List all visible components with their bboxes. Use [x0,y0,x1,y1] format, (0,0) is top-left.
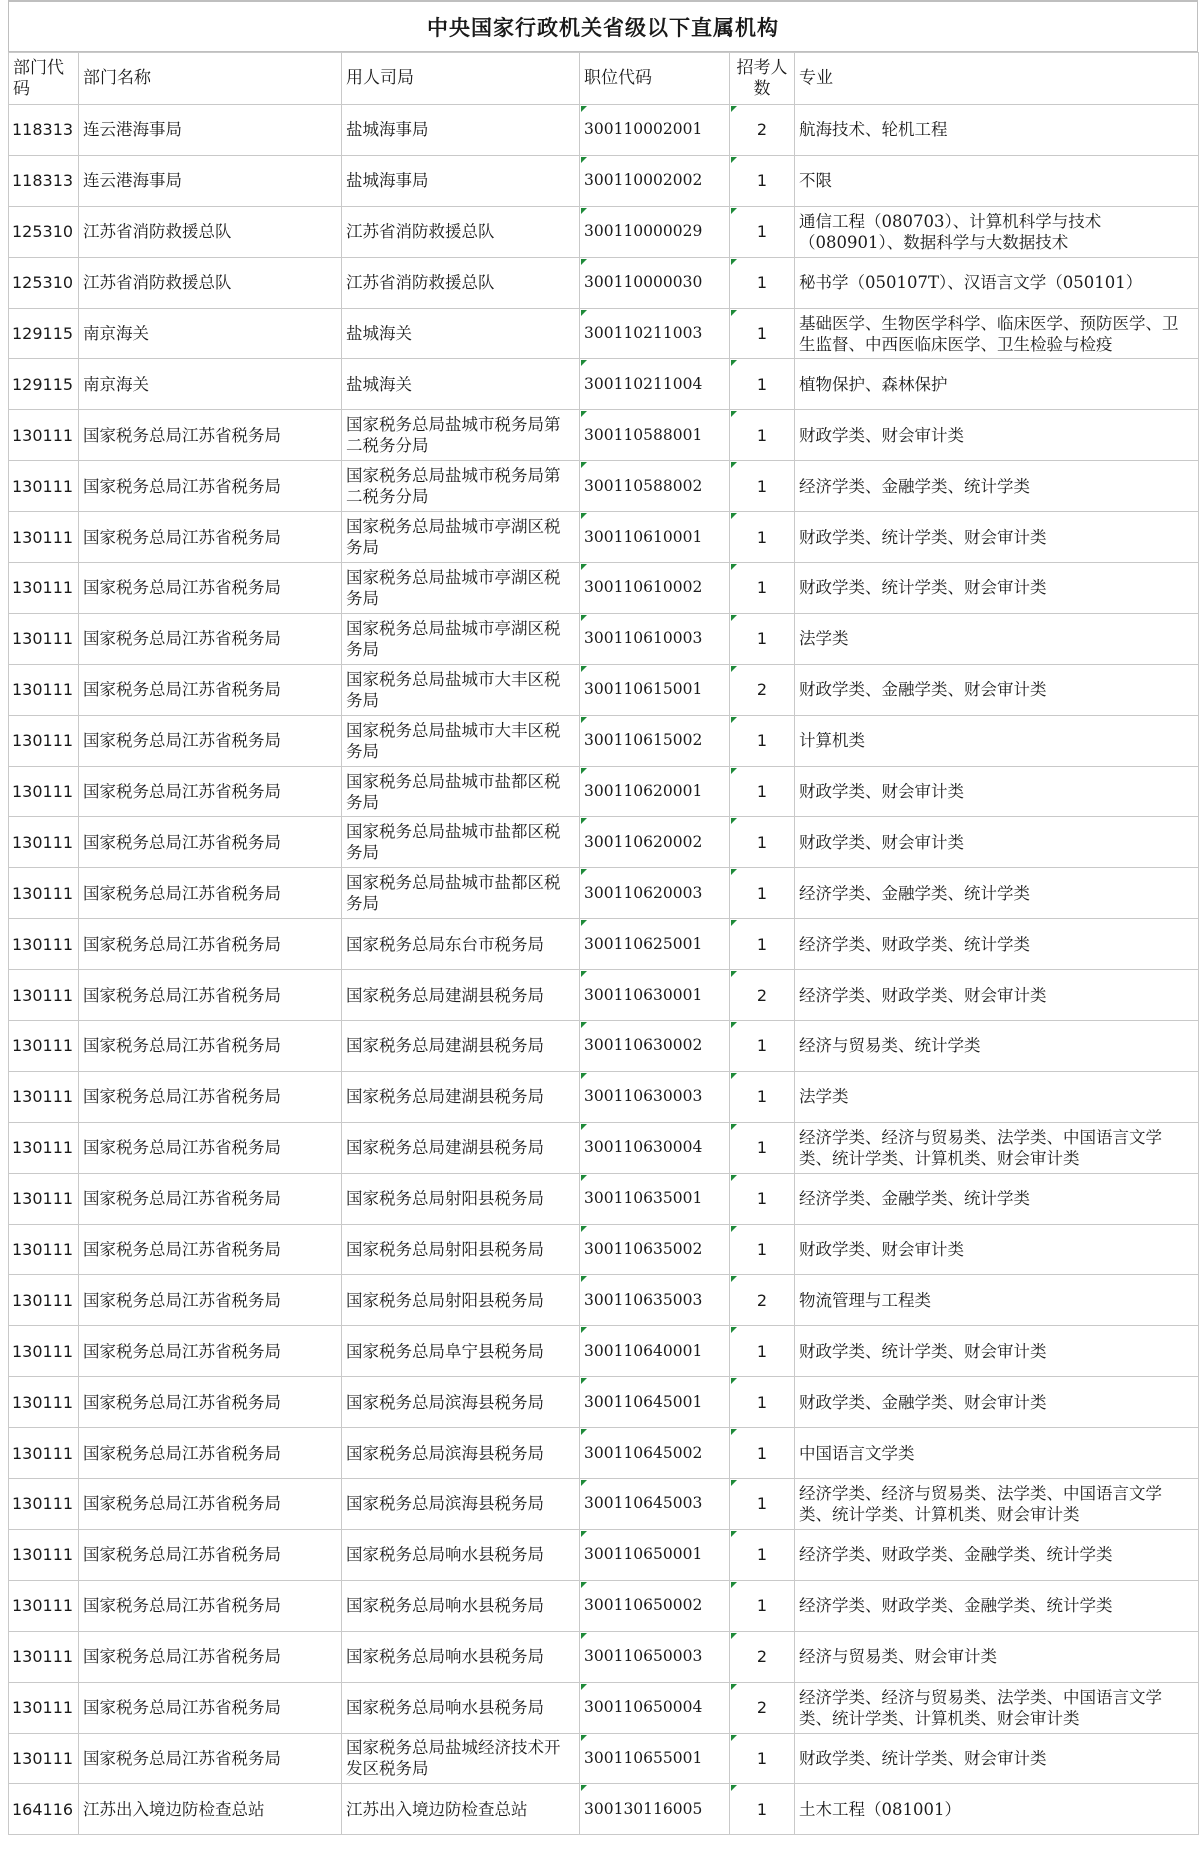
cell-hiring-bureau: 盐城海事局 [342,105,580,156]
cell-position-code: 300110002002 [580,155,730,206]
cell-hiring-bureau: 江苏省消防救援总队 [342,257,580,308]
cell-headcount: 2 [730,970,795,1021]
cell-position-code: 300110635003 [580,1275,730,1326]
cell-hiring-bureau: 盐城海事局 [342,155,580,206]
cell-hiring-bureau: 江苏出入境边防检查总站 [342,1784,580,1835]
sheet-title: 中央国家行政机关省级以下直属机构 [427,15,779,40]
cell-position-code: 300110650004 [580,1682,730,1733]
cell-hiring-bureau: 国家税务总局盐城市盐都区税务局 [342,766,580,817]
table-row [9,919,1199,970]
cell-position-code: 300110635001 [580,1173,730,1224]
cell-position-code: 300110650002 [580,1580,730,1631]
cell-position-code: 300110000030 [580,257,730,308]
table-row [9,817,1199,868]
cell-major: 物流管理与工程类 [795,1275,1199,1326]
table-row [9,563,1199,614]
cell-dept-name: 国家税务总局江苏省税务局 [79,1071,342,1122]
cell-dept-code: 164116 [9,1784,79,1835]
cell-hiring-bureau: 国家税务总局盐城市亭湖区税务局 [342,563,580,614]
cell-headcount: 2 [730,1275,795,1326]
cell-major: 计算机类 [795,715,1199,766]
cell-dept-code: 130111 [9,1377,79,1428]
positions-table [8,52,1199,1835]
cell-headcount: 1 [730,1428,795,1479]
header-headcount: 招考人数 [730,53,795,105]
table-row [9,1377,1199,1428]
cell-major: 通信工程（080703）、计算机科学与技术（080901）、数据科学与大数据技术 [795,206,1199,257]
cell-dept-name: 国家税务总局江苏省税务局 [79,1428,342,1479]
cell-headcount: 1 [730,308,795,359]
cell-major: 财政学类、统计学类、财会审计类 [795,1733,1199,1784]
cell-major: 经济学类、经济与贸易类、法学类、中国语言文学类、统计学类、计算机类、财会审计类 [795,1682,1199,1733]
cell-dept-name: 国家税务总局江苏省税务局 [79,1021,342,1072]
table-row [9,1784,1199,1835]
cell-headcount: 1 [730,1021,795,1072]
cell-major: 经济学类、经济与贸易类、法学类、中国语言文学类、统计学类、计算机类、财会审计类 [795,1479,1199,1530]
cell-dept-name: 国家税务总局江苏省税务局 [79,1224,342,1275]
cell-dept-code: 130111 [9,1071,79,1122]
cell-dept-name: 国家税务总局江苏省税务局 [79,1733,342,1784]
cell-dept-code: 130111 [9,563,79,614]
cell-dept-name: 国家税务总局江苏省税务局 [79,563,342,614]
cell-hiring-bureau: 国家税务总局盐城市税务局第二税务分局 [342,461,580,512]
cell-major: 财政学类、统计学类、财会审计类 [795,1326,1199,1377]
cell-headcount: 1 [730,868,795,919]
cell-headcount: 1 [730,766,795,817]
cell-hiring-bureau: 国家税务总局建湖县税务局 [342,1071,580,1122]
cell-dept-code: 130111 [9,1631,79,1682]
table-row [9,1122,1199,1173]
cell-dept-name: 国家税务总局江苏省税务局 [79,1580,342,1631]
cell-dept-code: 130111 [9,461,79,512]
cell-dept-code: 130111 [9,1173,79,1224]
cell-headcount: 1 [730,817,795,868]
cell-position-code: 300110000029 [580,206,730,257]
cell-dept-code: 118313 [9,105,79,156]
cell-dept-code: 130111 [9,1428,79,1479]
table-row [9,1529,1199,1580]
cell-major: 财政学类、财会审计类 [795,817,1199,868]
cell-hiring-bureau: 国家税务总局盐城市大丰区税务局 [342,664,580,715]
cell-dept-name: 国家税务总局江苏省税务局 [79,970,342,1021]
table-row [9,1580,1199,1631]
table-row [9,1021,1199,1072]
cell-hiring-bureau: 国家税务总局盐城市盐都区税务局 [342,868,580,919]
cell-dept-code: 130111 [9,919,79,970]
table-row [9,461,1199,512]
cell-dept-code: 130111 [9,1326,79,1377]
cell-position-code: 300110620001 [580,766,730,817]
cell-major: 经济学类、金融学类、统计学类 [795,461,1199,512]
cell-hiring-bureau: 国家税务总局盐城经济技术开发区税务局 [342,1733,580,1784]
table-row [9,359,1199,410]
cell-headcount: 2 [730,105,795,156]
cell-position-code: 300110625001 [580,919,730,970]
cell-position-code: 300110588002 [580,461,730,512]
table-row [9,1682,1199,1733]
cell-dept-name: 国家税务总局江苏省税务局 [79,1682,342,1733]
cell-major: 经济与贸易类、财会审计类 [795,1631,1199,1682]
table-row [9,664,1199,715]
cell-hiring-bureau: 国家税务总局响水县税务局 [342,1682,580,1733]
cell-headcount: 1 [730,919,795,970]
cell-hiring-bureau: 国家税务总局滨海县税务局 [342,1479,580,1530]
cell-dept-code: 129115 [9,308,79,359]
cell-dept-code: 130111 [9,715,79,766]
cell-dept-name: 南京海关 [79,359,342,410]
cell-dept-code: 130111 [9,766,79,817]
cell-dept-name: 国家税务总局江苏省税务局 [79,664,342,715]
cell-dept-name: 江苏省消防救援总队 [79,206,342,257]
cell-dept-code: 130111 [9,1122,79,1173]
cell-headcount: 1 [730,715,795,766]
cell-position-code: 300110620002 [580,817,730,868]
cell-hiring-bureau: 国家税务总局射阳县税务局 [342,1173,580,1224]
table-row [9,410,1199,461]
cell-dept-code: 130111 [9,1479,79,1530]
cell-headcount: 1 [730,1580,795,1631]
cell-major: 植物保护、森林保护 [795,359,1199,410]
cell-dept-code: 118313 [9,155,79,206]
cell-dept-code: 130111 [9,1224,79,1275]
table-body [9,105,1199,1835]
cell-headcount: 1 [730,1784,795,1835]
cell-hiring-bureau: 国家税务总局响水县税务局 [342,1631,580,1682]
cell-major: 法学类 [795,613,1199,664]
cell-position-code: 300110211004 [580,359,730,410]
cell-position-code: 300110655001 [580,1733,730,1784]
cell-major: 经济学类、金融学类、统计学类 [795,868,1199,919]
cell-position-code: 300110610001 [580,512,730,563]
cell-major: 经济学类、经济与贸易类、法学类、中国语言文学类、统计学类、计算机类、财会审计类 [795,1122,1199,1173]
table-row [9,105,1199,156]
cell-dept-code: 129115 [9,359,79,410]
cell-hiring-bureau: 国家税务总局盐城市盐都区税务局 [342,817,580,868]
cell-position-code: 300110650003 [580,1631,730,1682]
cell-position-code: 300110645002 [580,1428,730,1479]
cell-position-code: 300110610002 [580,563,730,614]
cell-hiring-bureau: 国家税务总局阜宁县税务局 [342,1326,580,1377]
cell-hiring-bureau: 国家税务总局盐城市大丰区税务局 [342,715,580,766]
table-row [9,715,1199,766]
cell-headcount: 1 [730,1173,795,1224]
cell-dept-name: 国家税务总局江苏省税务局 [79,1326,342,1377]
cell-dept-name: 国家税务总局江苏省税务局 [79,1275,342,1326]
cell-major: 财政学类、财会审计类 [795,1224,1199,1275]
cell-headcount: 2 [730,1682,795,1733]
cell-dept-name: 国家税务总局江苏省税务局 [79,1377,342,1428]
cell-major: 秘书学（050107T）、汉语言文学（050101） [795,257,1199,308]
cell-hiring-bureau: 国家税务总局建湖县税务局 [342,1122,580,1173]
table-row [9,1326,1199,1377]
cell-hiring-bureau: 盐城海关 [342,359,580,410]
cell-headcount: 1 [730,1733,795,1784]
cell-major: 经济学类、财政学类、金融学类、统计学类 [795,1529,1199,1580]
table-row [9,155,1199,206]
cell-dept-name: 国家税务总局江苏省税务局 [79,1631,342,1682]
cell-headcount: 1 [730,155,795,206]
cell-major: 财政学类、统计学类、财会审计类 [795,563,1199,614]
cell-dept-code: 125310 [9,206,79,257]
cell-dept-name: 江苏出入境边防检查总站 [79,1784,342,1835]
cell-headcount: 2 [730,664,795,715]
cell-hiring-bureau: 国家税务总局射阳县税务局 [342,1224,580,1275]
table-row [9,308,1199,359]
table-row [9,206,1199,257]
cell-dept-name: 国家税务总局江苏省税务局 [79,919,342,970]
cell-dept-name: 江苏省消防救援总队 [79,257,342,308]
cell-position-code: 300110002001 [580,105,730,156]
cell-major: 财政学类、财会审计类 [795,410,1199,461]
cell-hiring-bureau: 国家税务总局盐城市亭湖区税务局 [342,512,580,563]
cell-headcount: 1 [730,1122,795,1173]
cell-dept-name: 国家税务总局江苏省税务局 [79,461,342,512]
cell-major: 财政学类、金融学类、财会审计类 [795,664,1199,715]
table-row [9,1479,1199,1530]
table-row [9,1224,1199,1275]
table-row [9,766,1199,817]
cell-major: 财政学类、统计学类、财会审计类 [795,512,1199,563]
table-row [9,1428,1199,1479]
cell-dept-code: 130111 [9,1021,79,1072]
cell-position-code: 300110588001 [580,410,730,461]
header-dept-name: 部门名称 [79,53,342,105]
table-row [9,1733,1199,1784]
cell-dept-code: 130111 [9,1682,79,1733]
cell-dept-code: 130111 [9,817,79,868]
cell-position-code: 300110211003 [580,308,730,359]
table-row [9,512,1199,563]
cell-dept-code: 130111 [9,410,79,461]
header-major: 专业 [795,53,1199,105]
header-position-code: 职位代码 [580,53,730,105]
cell-position-code: 300110615001 [580,664,730,715]
cell-headcount: 1 [730,410,795,461]
cell-hiring-bureau: 国家税务总局滨海县税务局 [342,1377,580,1428]
cell-hiring-bureau: 国家税务总局响水县税务局 [342,1580,580,1631]
table-row [9,257,1199,308]
header-dept-code: 部门代码 [9,53,79,105]
cell-headcount: 1 [730,206,795,257]
cell-dept-name: 国家税务总局江苏省税务局 [79,817,342,868]
cell-major: 法学类 [795,1071,1199,1122]
table-row [9,970,1199,1021]
table-row [9,613,1199,664]
cell-position-code: 300110610003 [580,613,730,664]
cell-position-code: 300110630001 [580,970,730,1021]
table-row [9,868,1199,919]
cell-headcount: 1 [730,1326,795,1377]
cell-headcount: 1 [730,1071,795,1122]
cell-hiring-bureau: 国家税务总局东台市税务局 [342,919,580,970]
cell-headcount: 2 [730,1631,795,1682]
table-row [9,1071,1199,1122]
cell-dept-name: 国家税务总局江苏省税务局 [79,1173,342,1224]
cell-dept-code: 130111 [9,664,79,715]
cell-major: 经济与贸易类、统计学类 [795,1021,1199,1072]
title-row [8,0,1198,52]
cell-major: 经济学类、财政学类、统计学类 [795,919,1199,970]
cell-position-code: 300110640001 [580,1326,730,1377]
cell-headcount: 1 [730,257,795,308]
cell-position-code: 300130116005 [580,1784,730,1835]
cell-dept-name: 国家税务总局江苏省税务局 [79,868,342,919]
cell-dept-code: 125310 [9,257,79,308]
cell-headcount: 1 [730,359,795,410]
cell-major: 经济学类、金融学类、统计学类 [795,1173,1199,1224]
cell-dept-name: 国家税务总局江苏省税务局 [79,1529,342,1580]
cell-major: 土木工程（081001） [795,1784,1199,1835]
cell-headcount: 1 [730,1529,795,1580]
cell-headcount: 1 [730,512,795,563]
cell-dept-name: 国家税务总局江苏省税务局 [79,512,342,563]
cell-headcount: 1 [730,613,795,664]
cell-position-code: 300110620003 [580,868,730,919]
cell-position-code: 300110635002 [580,1224,730,1275]
cell-headcount: 1 [730,1224,795,1275]
cell-position-code: 300110630004 [580,1122,730,1173]
cell-dept-code: 130111 [9,1580,79,1631]
cell-dept-code: 130111 [9,970,79,1021]
cell-dept-name: 国家税务总局江苏省税务局 [79,715,342,766]
spreadsheet [8,0,1198,1835]
table-row [9,1275,1199,1326]
cell-headcount: 1 [730,1479,795,1530]
header-hiring-bureau: 用人司局 [342,53,580,105]
cell-major: 中国语言文学类 [795,1428,1199,1479]
cell-hiring-bureau: 国家税务总局盐城市税务局第二税务分局 [342,410,580,461]
cell-dept-code: 130111 [9,512,79,563]
cell-dept-code: 130111 [9,1529,79,1580]
cell-major: 经济学类、财政学类、财会审计类 [795,970,1199,1021]
cell-hiring-bureau: 国家税务总局建湖县税务局 [342,970,580,1021]
cell-hiring-bureau: 国家税务总局建湖县税务局 [342,1021,580,1072]
cell-dept-code: 130111 [9,1733,79,1784]
cell-hiring-bureau: 国家税务总局滨海县税务局 [342,1428,580,1479]
cell-major: 财政学类、财会审计类 [795,766,1199,817]
cell-position-code: 300110630003 [580,1071,730,1122]
cell-headcount: 1 [730,461,795,512]
cell-hiring-bureau: 江苏省消防救援总队 [342,206,580,257]
cell-position-code: 300110615002 [580,715,730,766]
cell-position-code: 300110645003 [580,1479,730,1530]
header-row [9,53,1199,105]
cell-position-code: 300110630002 [580,1021,730,1072]
cell-dept-name: 连云港海事局 [79,105,342,156]
cell-dept-name: 南京海关 [79,308,342,359]
cell-major: 经济学类、财政学类、金融学类、统计学类 [795,1580,1199,1631]
table-row [9,1631,1199,1682]
cell-position-code: 300110645001 [580,1377,730,1428]
cell-dept-name: 国家税务总局江苏省税务局 [79,410,342,461]
table-row [9,1173,1199,1224]
cell-dept-code: 130111 [9,1275,79,1326]
cell-major: 基础医学、生物医学科学、临床医学、预防医学、卫生监督、中西医临床医学、卫生检验与检疫 [795,308,1199,359]
cell-dept-name: 国家税务总局江苏省税务局 [79,613,342,664]
cell-headcount: 1 [730,563,795,614]
cell-dept-name: 国家税务总局江苏省税务局 [79,1122,342,1173]
cell-major: 不限 [795,155,1199,206]
cell-major: 财政学类、金融学类、财会审计类 [795,1377,1199,1428]
cell-hiring-bureau: 国家税务总局盐城市亭湖区税务局 [342,613,580,664]
cell-hiring-bureau: 国家税务总局射阳县税务局 [342,1275,580,1326]
cell-headcount: 1 [730,1377,795,1428]
cell-hiring-bureau: 国家税务总局响水县税务局 [342,1529,580,1580]
cell-dept-name: 国家税务总局江苏省税务局 [79,1479,342,1530]
cell-dept-name: 国家税务总局江苏省税务局 [79,766,342,817]
cell-dept-code: 130111 [9,868,79,919]
cell-hiring-bureau: 盐城海关 [342,308,580,359]
cell-dept-code: 130111 [9,613,79,664]
cell-dept-name: 连云港海事局 [79,155,342,206]
cell-position-code: 300110650001 [580,1529,730,1580]
cell-major: 航海技术、轮机工程 [795,105,1199,156]
